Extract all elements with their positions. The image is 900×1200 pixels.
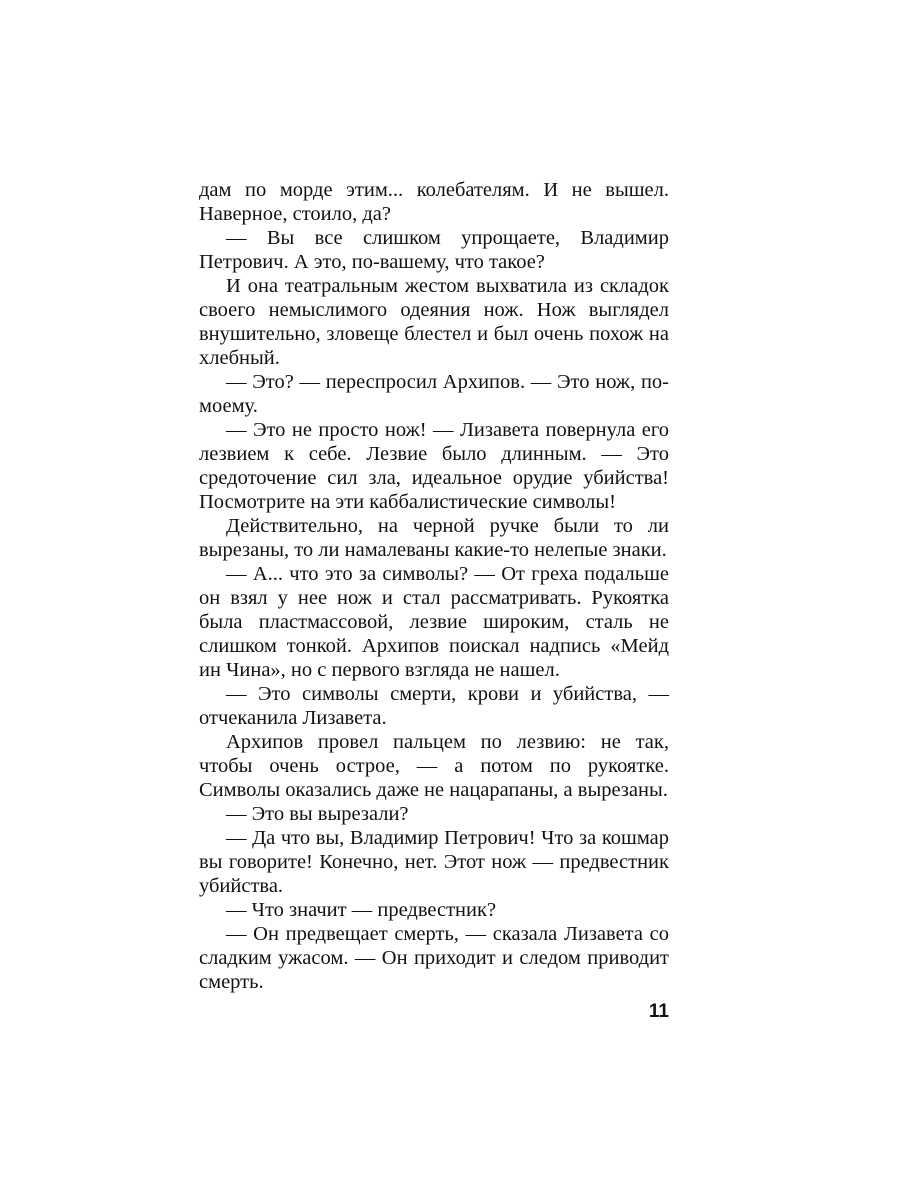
paragraph: — Он предвещает смерть, — сказала Лизавета со сладким ужасом. — Он приходит и следом приводит смерть. xyxy=(199,923,669,993)
paragraph: — Что значит — предвестник? xyxy=(226,899,497,921)
paragraph: — Это вы вырезали? xyxy=(226,803,409,825)
paragraph: Архипов провел пальцем по лезвию: не так, чтобы очень острое, — а потом по рукоятке. Символы оказались даже не нацарапаны, а вырезаны. xyxy=(199,731,669,801)
paragraph: дам по морде этим... колебателям. И не вышел. Наверное, стоило, да? xyxy=(199,179,669,225)
paragraph: — А... что это за символы? — От греха подальше он взял у нее нож и стал рассматривать. Рукоятка была пластмассовой, лезвие широким, сталь не слишком тонкой. Архипов поискал надпись «Мейд ин Чина», но с первого взгляда не нашел. xyxy=(199,563,669,681)
paragraph: — Это не просто нож! — Лизавета повернула его лезвием к себе. Лезвие было длинным. — Это средоточение сил зла, идеальное орудие убийства! Посмотрите на эти каббалистические символы! xyxy=(199,419,669,513)
paragraph: — Это? — переспросил Архипов. — Это нож, по-моему. xyxy=(199,371,669,417)
paragraph: Действительно, на черной ручке были то ли вырезаны, то ли намалеваны какие-то нелепые знаки. xyxy=(199,515,669,561)
paragraph: — Вы все слишком упрощаете, Владимир Петрович. А это, по-вашему, что такое? xyxy=(199,227,669,273)
paragraph: — Это символы смерти, крови и убийства, — отчеканила Лизавета. xyxy=(199,683,669,729)
body-text xyxy=(199,178,669,994)
page-number: 11 xyxy=(648,1001,669,1022)
paragraph: — Да что вы, Владимир Петрович! Что за кошмар вы говорите! Конечно, нет. Этот нож — предвестник убийства. xyxy=(199,827,669,897)
paragraph: И она театральным жестом выхватила из складок своего немыслимого одеяния нож. Нож выглядел внушительно, зловеще блестел и был очень похож на хлебный. xyxy=(199,275,669,369)
